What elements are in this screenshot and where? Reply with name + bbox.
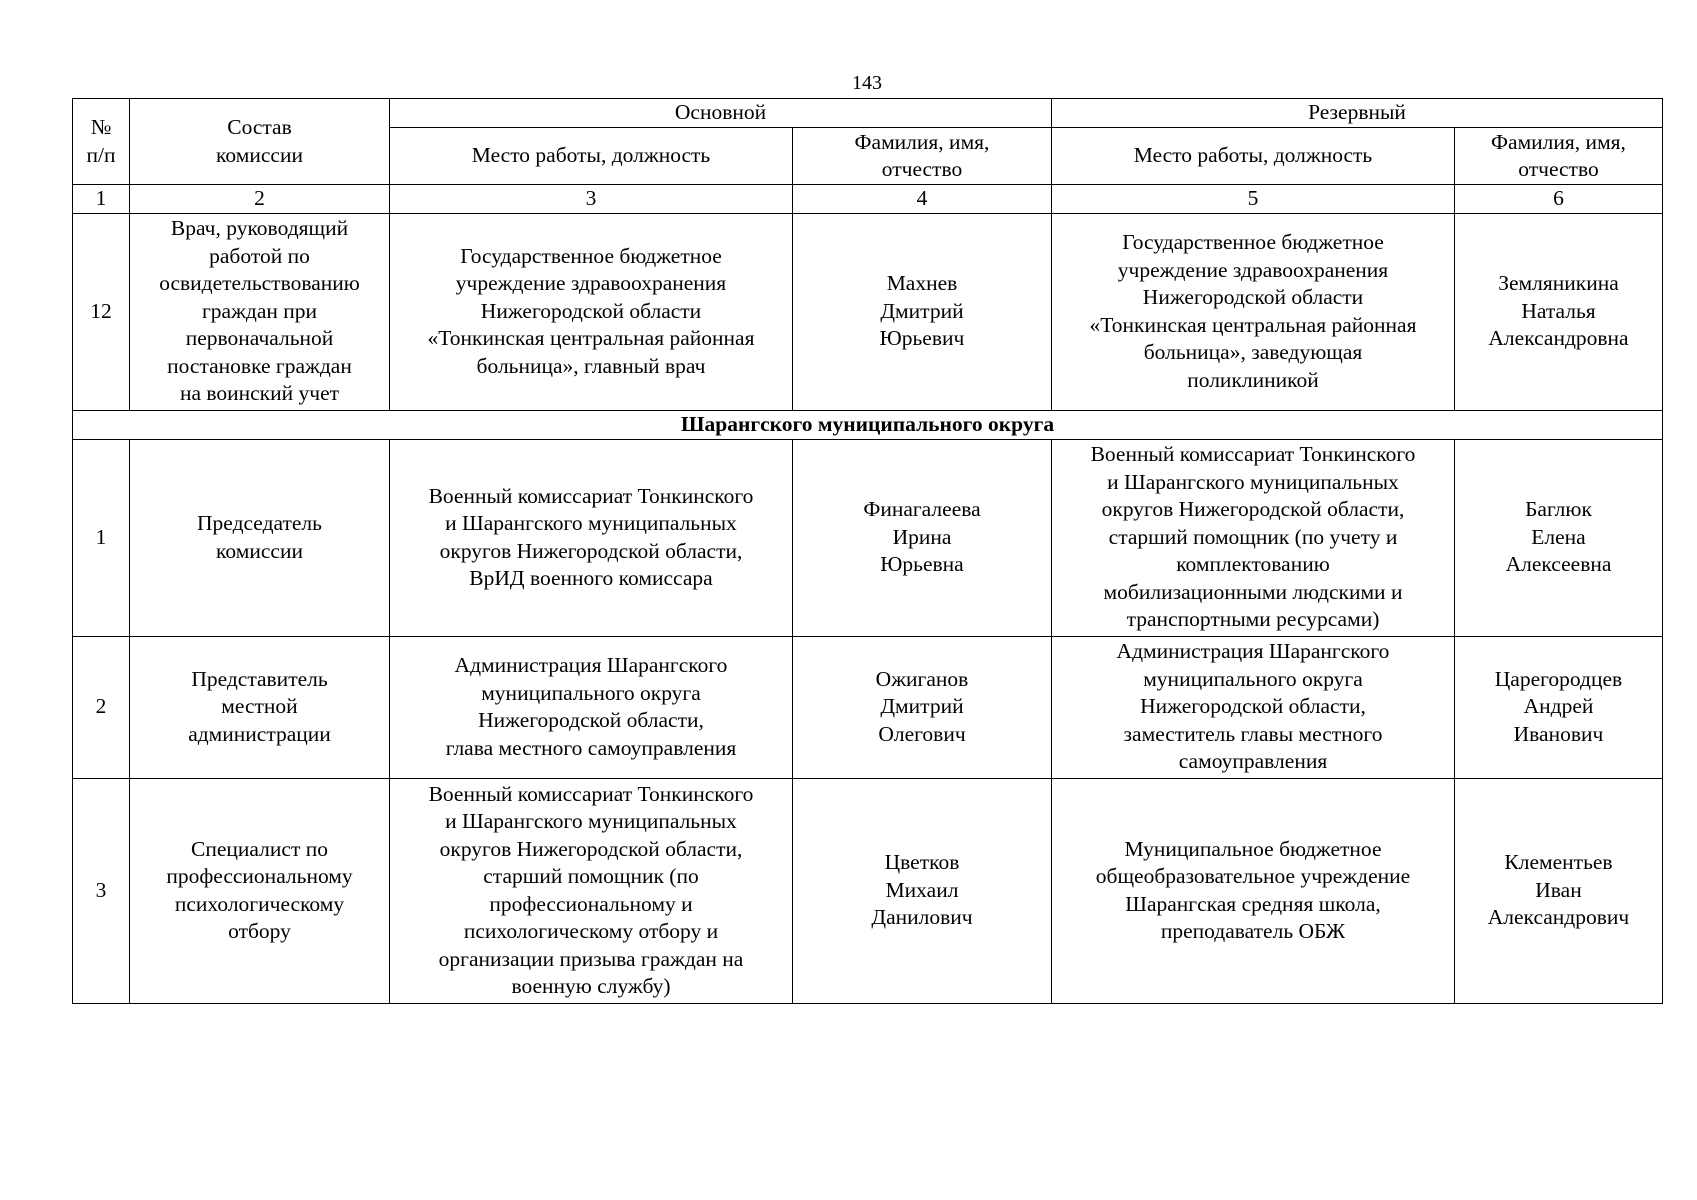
col-number: 6: [1455, 185, 1663, 214]
column-numbers-row: [73, 185, 1663, 214]
commission-table: [72, 98, 1663, 1004]
row-main-name: Цветков Михаил Данилович: [793, 778, 1052, 1003]
row-num: 12: [73, 213, 130, 410]
row-main-name: Ожиганов Дмитрий Олегович: [793, 636, 1052, 778]
row-main-workplace: Государственное бюджетное учреждение здравоохранения Нижегородской области «Тонкинская центральная районная больница», главный врач: [390, 213, 793, 410]
col-number: 2: [130, 185, 390, 214]
row-main-workplace: Военный комиссариат Тонкинского и Шарангского муниципальных округов Нижегородской области, старший помощник (по профессиональному и психологическому отбору и организации призыва граждан на военную службу): [390, 778, 793, 1003]
section-row: [73, 410, 1663, 439]
header-workplace-reserve: Место работы, должность: [1052, 128, 1455, 185]
row-main-name: Махнев Дмитрий Юрьевич: [793, 213, 1052, 410]
row-reserve-name: Баглюк Елена Алексеевна: [1455, 439, 1663, 636]
row-num: 2: [73, 636, 130, 778]
col-number: 5: [1052, 185, 1455, 214]
header-reserve-group: Резервный: [1052, 99, 1663, 128]
table-row: [73, 778, 1663, 1003]
col-number: 3: [390, 185, 793, 214]
section-title: Шарангского муниципального округа: [73, 410, 1663, 439]
header-main-group: Основной: [390, 99, 1052, 128]
table-row: [73, 636, 1663, 778]
row-reserve-name: Земляникина Наталья Александровна: [1455, 213, 1663, 410]
row-main-workplace: Администрация Шарангского муниципального округа Нижегородской области, глава местного самоуправления: [390, 636, 793, 778]
row-reserve-workplace: Муниципальное бюджетное общеобразовательное учреждение Шарангская средняя школа, преподаватель ОБЖ: [1052, 778, 1455, 1003]
row-main-name: Финагалеева Ирина Юрьевна: [793, 439, 1052, 636]
table-row: [73, 439, 1663, 636]
row-reserve-name: Клементьев Иван Александрович: [1455, 778, 1663, 1003]
row-role: Специалист по профессиональному психологическому отбору: [130, 778, 390, 1003]
row-num: 1: [73, 439, 130, 636]
row-role: Врач, руководящий работой по освидетельствованию граждан при первоначальной постановке граждан на воинский учет: [130, 213, 390, 410]
row-role: Представитель местной администрации: [130, 636, 390, 778]
header-fio-reserve: Фамилия, имя, отчество: [1455, 128, 1663, 185]
col-number: 1: [73, 185, 130, 214]
header-row-1: [73, 99, 1663, 128]
row-reserve-name: Царегородцев Андрей Иванович: [1455, 636, 1663, 778]
row-reserve-workplace: Государственное бюджетное учреждение здравоохранения Нижегородской области «Тонкинская центральная районная больница», заведующая поликлиникой: [1052, 213, 1455, 410]
page-number: 143: [852, 72, 882, 94]
row-reserve-workplace: Администрация Шарангского муниципального округа Нижегородской области, заместитель главы местного самоуправления: [1052, 636, 1455, 778]
row-num: 3: [73, 778, 130, 1003]
header-workplace: Место работы, должность: [390, 128, 793, 185]
col-number: 4: [793, 185, 1052, 214]
header-fio: Фамилия, имя, отчество: [793, 128, 1052, 185]
header-num: № п/п: [73, 99, 130, 185]
table-row: [73, 213, 1663, 410]
row-main-workplace: Военный комиссариат Тонкинского и Шарангского муниципальных округов Нижегородской области, ВрИД военного комиссара: [390, 439, 793, 636]
row-role: Председатель комиссии: [130, 439, 390, 636]
row-reserve-workplace: Военный комиссариат Тонкинского и Шарангского муниципальных округов Нижегородской области, старший помощник (по учету и комплектованию мобилизационными людскими и транспортными ресурсами): [1052, 439, 1455, 636]
header-composition: Состав комиссии: [130, 99, 390, 185]
